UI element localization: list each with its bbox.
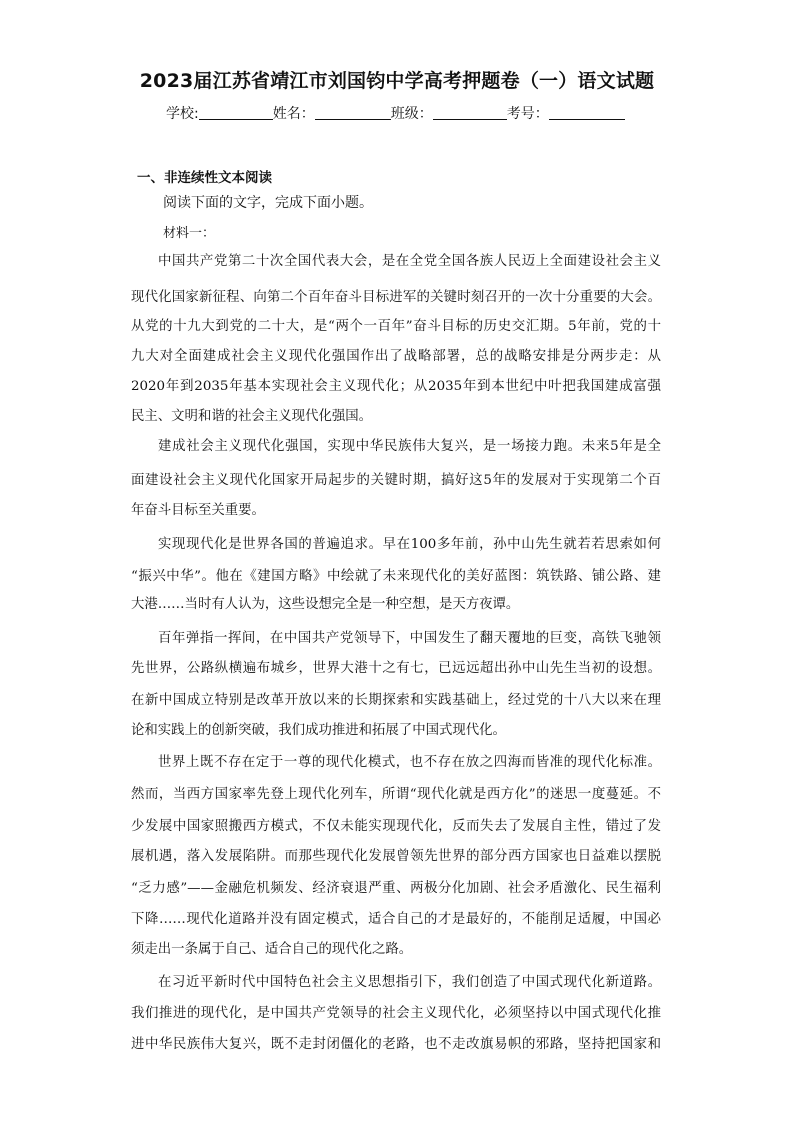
text-line: 年奋斗目标至关重要。 — [131, 503, 265, 518]
text-line: 少发展中国家照搬西方模式，不仅未能实现现代化，反而失去了发展自主性，错过了发 — [131, 819, 661, 834]
school-blank[interactable] — [199, 104, 273, 120]
text-line: 2020年到2035年基本实现社会主义现代化；从2035年到本世纪中叶把我国建成富强 — [131, 379, 661, 394]
section-heading: 一、非连续性文本阅读 — [137, 170, 272, 186]
text-line: 论和实践上的创新突破，我们成功推进和拓展了中国式现代化。 — [131, 723, 506, 738]
text-line: 在习近平新时代中国特色社会主义思想指引下，我们创造了中国式现代化新道路。 — [158, 975, 661, 990]
name-blank[interactable] — [315, 104, 391, 120]
text-line: 建成社会主义现代化强国，实现中华民族伟大复兴，是一场接力跑。未来5年是全 — [158, 439, 661, 454]
text-line: 我们推进的现代化，是中国共产党领导的社会主义现代化，必须坚持以中国式现代化推 — [131, 1006, 661, 1021]
text-line: 实现现代化是世界各国的普遍追求。早在100多年前，孙中山先生就若若思索如何 — [158, 537, 661, 552]
school-label: 学校: — [166, 106, 199, 122]
text-line: 下降……现代化道路并没有固定模式，适合自己的才是最好的，不能削足适履，中国必 — [131, 912, 661, 927]
section-instruction: 阅读下面的文字，完成下面小题。 — [163, 195, 373, 211]
text-line: 中国共产党第二十次全国代表大会，是在全党全国各族人民迈上全面建设社会主义 — [158, 254, 661, 269]
text-line: 在新中国成立特别是改革开放以来的长期探索和实践基础上，经过党的十八大以来在理 — [131, 693, 661, 708]
class-blank[interactable] — [433, 104, 507, 120]
text-line: 现代化国家新征程、向第二个百年奋斗目标进军的关键时刻召开的一次十分重要的大会。 — [131, 290, 661, 305]
class-label: 班级： — [390, 106, 433, 122]
exam-number-blank[interactable] — [549, 104, 625, 120]
text-line: 须走出一条属于自己、适合自己的现代化之路。 — [131, 942, 413, 957]
text-line: “振兴中华”。他在《建国方略》中绘就了未来现代化的美好蓝图：筑铁路、铺公路、建 — [131, 569, 661, 584]
text-line: 然而，当西方国家率先登上现代化列车，所谓“现代化就是西方化”的迷思一度蔓延。不 — [131, 787, 661, 802]
text-line: 先世界，公路纵横遍布城乡，世界大港十之有七，已远远超出孙中山先生当初的设想。 — [131, 661, 661, 676]
text-line: 面建设社会主义现代化国家开局起步的关键时期，搞好这5年的发展对于实现第二个百 — [131, 473, 661, 488]
text-line: 进中华民族伟大复兴，既不走封闭僵化的老路，也不走改旗易帜的邪路，坚持把国家和 — [131, 1037, 661, 1052]
name-label: 姓名： — [272, 106, 315, 122]
text-line: 大港……当时有人认为，这些设想完全是一种空想，是天方夜谭。 — [131, 597, 520, 612]
page-title: 2023届江苏省靖江市刘国钧中学高考押题卷（一）语文试题 — [139, 70, 655, 92]
text-line: “乏力感”——金融危机频发、经济衰退严重、两极分化加剧、社会矛盾激化、民生福利 — [131, 881, 661, 896]
text-line: 百年弹指一挥间，在中国共产党领导下，中国发生了翻天覆地的巨变，高铁飞驰领 — [158, 631, 661, 646]
text-line: 从党的十九大到党的二十大，是“两个一百年”奋斗目标的历史交汇期。5年前，党的十 — [131, 319, 661, 334]
text-line: 民主、文明和谐的社会主义现代化强国。 — [131, 409, 373, 424]
text-line: 展机遇，落入发展陷阱。而那些现代化发展曾领先世界的部分西方国家也日益难以摆脱 — [131, 849, 661, 864]
material-label: 材料一： — [163, 226, 216, 241]
text-line: 世界上既不存在定于一尊的现代化模式，也不存在放之四海而皆准的现代化标准。 — [158, 755, 661, 770]
exam-number-label: 考号： — [506, 106, 549, 122]
text-line: 九大对全面建成社会主义现代化强国作出了战略部署，总的战略安排是分两步走：从 — [131, 349, 661, 364]
student-info-row — [166, 103, 625, 123]
